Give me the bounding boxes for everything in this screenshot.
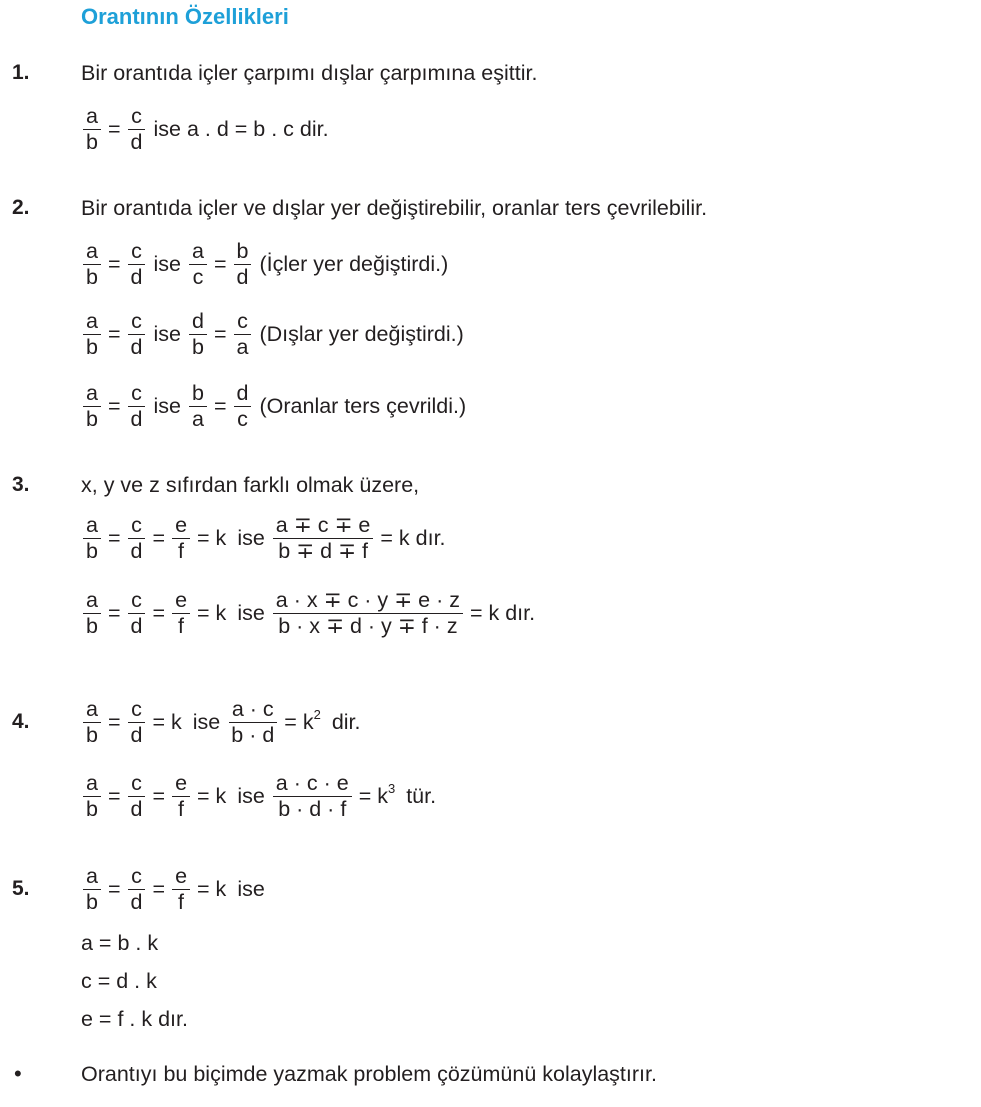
property-1-text: Bir orantıda içler çarpımı dışlar çarpımına eşittir. (81, 61, 538, 85)
bullet-icon: • (14, 1061, 22, 1086)
fraction: $\frac{a}{b}$ (83, 104, 101, 155)
section-title: Orantının Özellikleri (81, 4, 289, 29)
item-number-5: 5. (12, 877, 30, 900)
item-number-1: 1. (12, 61, 30, 84)
item-number-4: 4. (12, 710, 30, 733)
property-2-formula-3: $\frac{a}{b}$ = $\frac{c}{d}$ ise $\frac{b}{a}$ = $\frac{d}{c}$ (Oranlar ters çevrildi.) (81, 376, 472, 436)
bullet-note-text: Orantıyı bu biçimde yazmak problem çözümünü kolaylaştırır. (81, 1062, 657, 1086)
property-3-formula-1: $\frac{a}{b}$ = $\frac{c}{d}$ = $\frac{e}{f}$ = k ise $\frac{a \mp c \mp e}{b \mp d \mp f}$ = k dır. (81, 508, 451, 568)
property-3-formula-2: $\frac{a}{b}$ = $\frac{c}{d}$ = $\frac{e}{f}$ = k ise $\frac{a \cdot x \mp c \cdot y \mp e \cdot z}{b \cdot x \mp d \cdot y \mp f \cdot z}$ = k dır. (81, 583, 540, 643)
property-1-formula: $\frac{a}{b}$ = $\frac{c}{d}$ ise a . d = b . c dir. (81, 99, 335, 159)
property-4-formula-1: $\frac{a}{b}$ = $\frac{c}{d}$ = k ise $\frac{a \cdot c}{b \cdot d}$ = $k^2$ dir. (81, 692, 367, 752)
property-2-formula-1: $\frac{a}{b}$ = $\frac{c}{d}$ ise $\frac{a}{c}$ = $\frac{b}{d}$ (İçler yer değiştirdi.) (81, 234, 454, 294)
property-5-line-3: e = f . k dır. (81, 1007, 188, 1031)
fraction: $\frac{c}{d}$ (128, 104, 146, 155)
property-3-text: x, y ve z sıfırdan farklı olmak üzere, (81, 473, 420, 497)
item-number-3: 3. (12, 473, 30, 496)
item-number-2: 2. (12, 196, 30, 219)
property-2-formula-2: $\frac{a}{b}$ = $\frac{c}{d}$ ise $\frac{d}{b}$ = $\frac{c}{a}$ (Dışlar yer değiştirdi.) (81, 304, 470, 364)
property-2-text: Bir orantıda içler ve dışlar yer değiştirebilir, oranlar ters çevrilebilir. (81, 196, 708, 220)
property-5-line-1: a = b . k (81, 931, 159, 955)
property-4-formula-2: $\frac{a}{b}$ = $\frac{c}{d}$ = $\frac{e}{f}$ = k ise $\frac{a \cdot c \cdot e}{b \cdot d \cdot f}$ = $k^3$ tür. (81, 766, 442, 826)
property-5-line-2: c = d . k (81, 969, 157, 993)
property-5-formula: $\frac{a}{b}$ = $\frac{c}{d}$ = $\frac{e}{f}$ = k ise (81, 859, 271, 919)
